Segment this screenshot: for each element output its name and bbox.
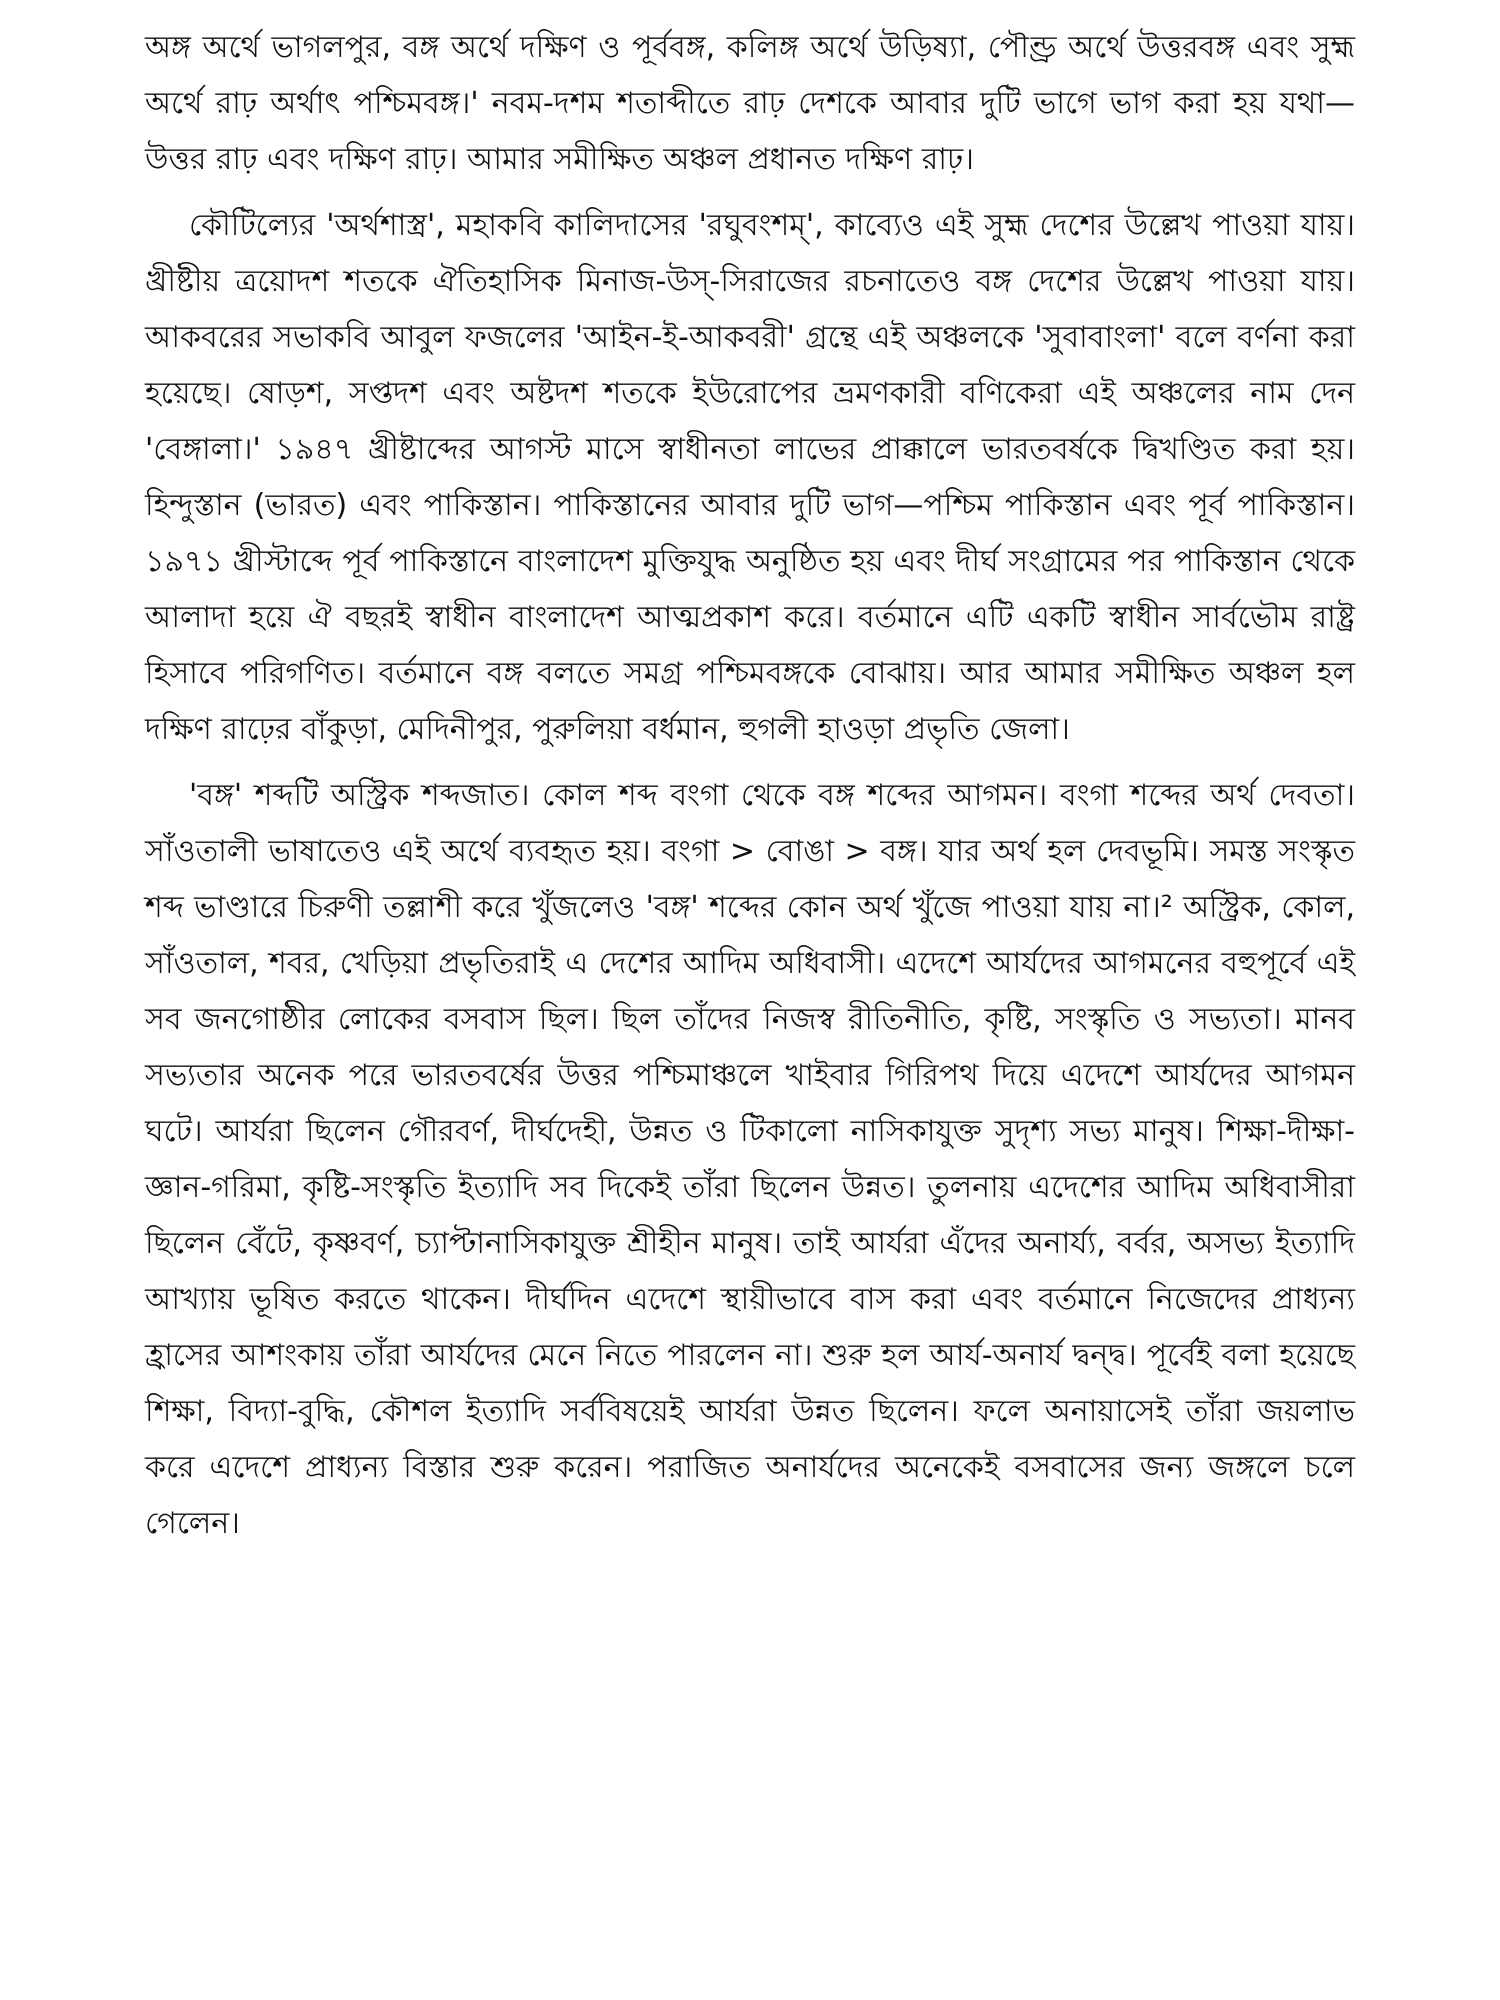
paragraph-2: কৌটিল্যের 'অর্থশাস্ত্র', মহাকবি কালিদাসের 'রঘুবংশম্', কাব্যেও এই সুহ্ম দেশের উল্লেখ পাওয়া যায়। খ্রীষ্টীয় ত্রয়োদশ শতকে ঐতিহাসিক মিনাজ-উস্-সিরাজের রচনাতেও বঙ্গ দেশের উল্লেখ পাওয়া যায়। আকবরের সভাকবি আবুল ফজলের 'আইন-ই-আকবরী' গ্রন্থে এই অঞ্চলকে 'সুবাবাংলা' বলে বর্ণনা করা হয়েছে। ষোড়শ, সপ্তদশ এবং অষ্টদশ শতকে ইউরোপের ভ্রমণকারী বণিকেরা এই অঞ্চলের নাম দেন 'বেঙ্গালা।' ১৯৪৭ খ্রীষ্টাব্দের আগস্ট মাসে স্বাধীনতা লাভের প্রাক্কালে ভারতবর্ষকে দ্বিখণ্ডিত করা হয়। হিন্দুস্তান (ভারত) এবং পাকিস্তান। পাকিস্তানের আবার দুটি ভাগ—পশ্চিম পাকিস্তান এবং পূর্ব পাকিস্তান। ১৯৭১ খ্রীস্টাব্দে পূর্ব পাকিস্তানে বাংলাদেশ মুক্তিযুদ্ধ অনুষ্ঠিত হয় এবং দীর্ঘ সংগ্রামের পর পাকিস্তান থেকে আলাদা হয়ে ঐ বছরই স্বাধীন বাংলাদেশ আত্মপ্রকাশ করে। বর্তমানে এটি একটি স্বাধীন সার্বভৌম রাষ্ট্র হিসাবে পরিগণিত। বর্তমানে বঙ্গ বলতে সমগ্র পশ্চিমবঙ্গকে বোঝায়। আর আমার সমীক্ষিত অঞ্চল হল দক্ষিণ রাঢ়ের বাঁকুড়া, মেদিনীপুর, পুরুলিয়া বর্ধমান, হুগলী হাওড়া প্রভৃতি জেলা। bbox=[145, 208, 1355, 747]
paragraph-1: অঙ্গ অর্থে ভাগলপুর, বঙ্গ অর্থে দক্ষিণ ও পূর্ববঙ্গ, কলিঙ্গ অর্থে উড়িষ্যা, পৌণ্ড্র অর্থে উত্তরবঙ্গ এবং সুহ্ম অর্থে রাঢ় অর্থাৎ পশ্চিমবঙ্গ।' নবম-দশম শতাব্দীতে রাঢ় দেশকে আবার দুটি ভাগে ভাগ করা হয় যথা—উত্তর রাঢ় এবং দক্ষিণ রাঢ়। আমার সমীক্ষিত অঞ্চল প্রধানত দক্ষিণ রাঢ়। bbox=[145, 30, 1355, 177]
paragraph-3: 'বঙ্গ' শব্দটি অস্ট্রিক শব্দজাত। কোল শব্দ বংগা থেকে বঙ্গ শব্দের আগমন। বংগা শব্দের অর্থ দেবতা। সাঁওতালী ভাষাতেও এই অর্থে ব্যবহৃত হয়। বংগা > বোঙা > বঙ্গ। যার অর্থ হল দেবভূমি। সমস্ত সংস্কৃত শব্দ ভাণ্ডারে চিরুণী তল্লাশী করে খুঁজলেও 'বঙ্গ' শব্দের কোন অর্থ খুঁজে পাওয়া যায় না।² অস্ট্রিক, কোল, সাঁওতাল, শবর, খেড়িয়া প্রভৃতিরাই এ দেশের আদিম অধিবাসী। এদেশে আর্যদের আগমনের বহুপূর্বে এই সব জনগোষ্ঠীর লোকের বসবাস ছিল। ছিল তাঁদের নিজস্ব রীতিনীতি, কৃষ্টি, সংস্কৃতি ও সভ্যতা। মানব সভ্যতার অনেক পরে ভারতবর্ষের উত্তর পশ্চিমাঞ্চলে খাইবার গিরিপথ দিয়ে এদেশে আর্যদের আগমন ঘটে। আর্যরা ছিলেন গৌরবর্ণ, দীর্ঘদেহী, উন্নত ও টিকালো নাসিকাযুক্ত সুদৃশ্য সভ্য মানুষ। শিক্ষা-দীক্ষা-জ্ঞান-গরিমা, কৃষ্টি-সংস্কৃতি ইত্যাদি সব দিকেই তাঁরা ছিলেন উন্নত। তুলনায় এদেশের আদিম অধিবাসীরা ছিলেন বেঁটে, কৃষ্ণবর্ণ, চ্যাপ্টানাসিকাযুক্ত শ্রীহীন মানুষ। তাই আর্যরা এঁদের অনার্য্য, বর্বর, অসভ্য ইত্যাদি আখ্যায় ভূষিত করতে থাকেন। দীর্ঘদিন এদেশে স্থায়ীভাবে বাস করা এবং বর্তমানে নিজেদের প্রাধ্যন্য হ্রাসের আশংকায় তাঁরা আর্যদের মেনে নিতে পারলেন না। শুরু হল আর্য-অনার্য দ্বন্দ্ব। পূর্বেই বলা হয়েছে শিক্ষা, বিদ্যা-বুদ্ধি, কৌশল ইত্যাদি সর্ববিষয়েই আর্যরা উন্নত ছিলেন। ফলে অনায়াসেই তাঁরা জয়লাভ করে এদেশে প্রাধ্যন্য বিস্তার শুরু করেন। পরাজিত অনার্যদের অনেকেই বসবাসের জন্য জঙ্গলে চলে গেলেন। bbox=[145, 778, 1355, 1541]
document-page bbox=[145, 20, 1355, 1980]
